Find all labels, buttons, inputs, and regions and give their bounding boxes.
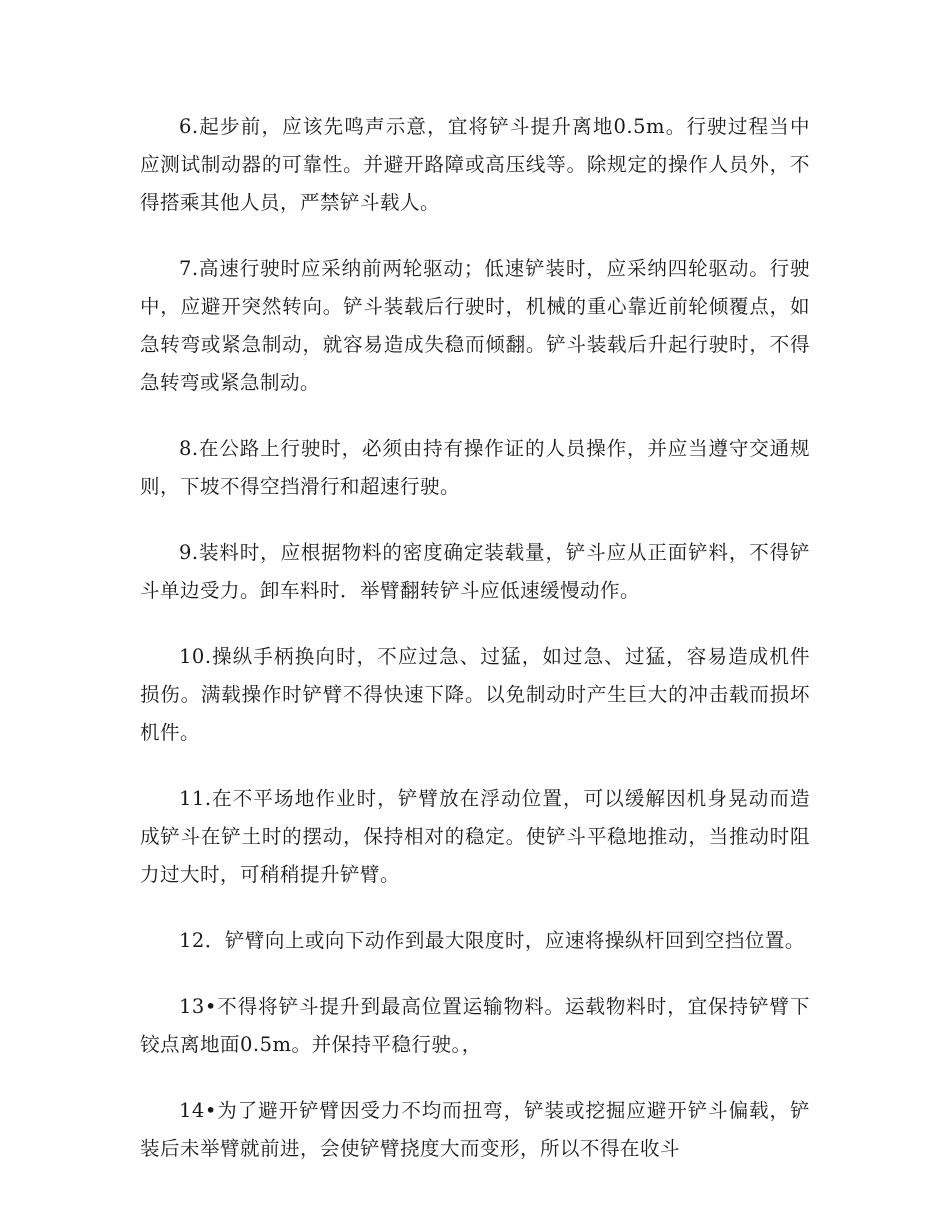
paragraph-6: 6.起步前，应该先鸣声示意，宜将铲斗提升离地0.5m。行驶过程当中应测试制动器的可靠性。并避开路障或高压线等。除规定的操作人员外，不得搭乘其他人员，严禁铲斗载人。 bbox=[140, 115, 810, 214]
paragraph-14: 14•为了避开铲臂因受力不均而扭弯，铲装或挖掘应避开铲斗偏载，铲装后未举臂就前进，会使铲臂挠度大而变形，所以不得在收斗 bbox=[140, 1099, 810, 1160]
paragraph-7: 7.高速行驶时应采纳前两轮驱动；低速铲装时，应采纳四轮驱动。行驶中，应避开突然转向。铲斗装载后行驶时，机械的重心靠近前轮倾覆点，如急转弯或紧急制动，就容易造成失稳而倾翻。铲斗装载后升起行驶时，不得急转弯或紧急制动。 bbox=[140, 257, 810, 394]
document-body bbox=[140, 108, 810, 1196]
paragraph-12: 12．铲臂向上或向下动作到最大限度时，应速将操纵杆回到空挡位置。 bbox=[179, 929, 805, 952]
paragraph-10: 10.操纵手柄换向时，不应过急、过猛，如过急、过猛，容易造成机件损伤。满载操作时铲臂不得快速下降。以免制动时产生巨大的冲击载而损坏机件。 bbox=[140, 645, 810, 744]
paragraph-8: 8.在公路上行驶时，必须由持有操作证的人员操作，并应当遵守交通规则，下坡不得空挡滑行和超速行驶。 bbox=[140, 437, 810, 498]
paragraph-9: 9.装料时，应根据物料的密度确定装载量，铲斗应从正面铲料，不得铲斗单边受力。卸车料时．举臂翻转铲斗应低速缓慢动作。 bbox=[140, 541, 810, 602]
paragraph-11: 11.在不平场地作业时，铲臂放在浮动位置，可以缓解因机身晃动而造成铲斗在铲土时的摆动，保持相对的稳定。使铲斗平稳地推动，当推动时阻力过大时，可稍稍提升铲臂。 bbox=[140, 787, 810, 886]
paragraph-13: 13•不得将铲斗提升到最高位置运输物料。运载物料时，宜保持铲臂下铰点离地面0.5m。并保持平稳行驶。， bbox=[140, 995, 810, 1056]
